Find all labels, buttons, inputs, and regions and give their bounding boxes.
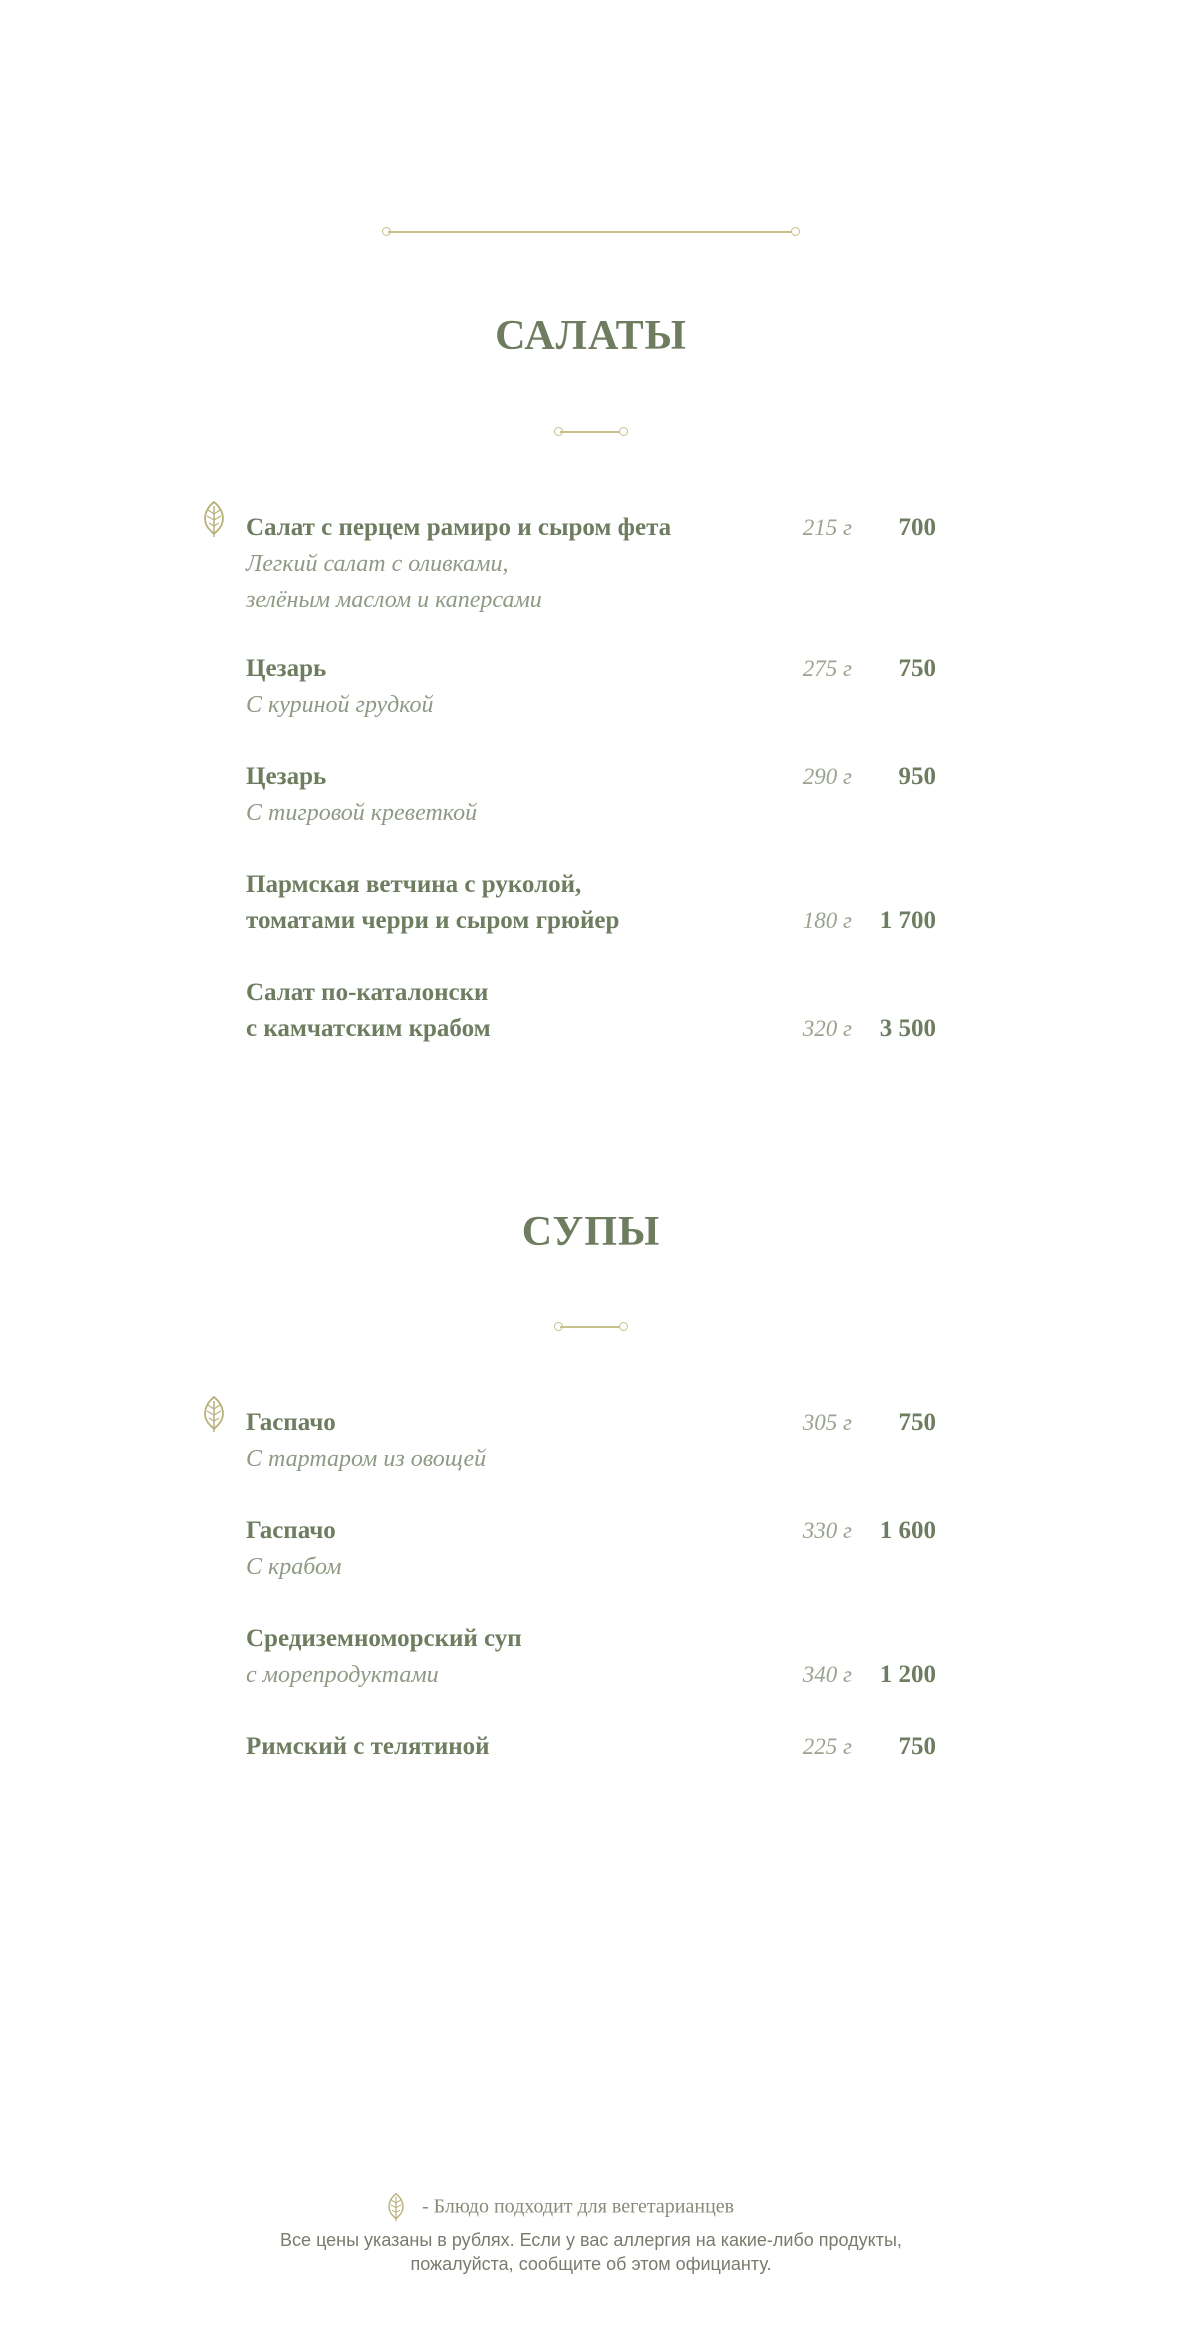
item-weight: 215 г	[802, 515, 852, 540]
item-description: С тартаром из овощей	[246, 1446, 487, 1472]
item-price: 750	[898, 1733, 936, 1760]
item-price: 1 200	[879, 1661, 936, 1688]
item-price: 950	[898, 763, 936, 790]
leaf-icon	[385, 2192, 407, 2222]
item-price: 700	[898, 514, 936, 541]
vegetarian-legend	[385, 2192, 734, 2226]
leaf-icon	[200, 1395, 228, 1433]
item-description: С тигровой креветкой	[246, 800, 478, 826]
item-name: Пармская ветчина с руколой,	[246, 871, 582, 898]
item-name: Римский с телятиной	[246, 1733, 490, 1760]
salads-ornament-divider	[554, 427, 628, 437]
item-price: 1 600	[879, 1517, 936, 1544]
footer-line-1: Все цены указаны в рублях. Если у вас аллергия на какие-либо продукты,	[280, 2230, 902, 2250]
soups-section-title: СУПЫ	[521, 1209, 661, 1255]
item-weight: 275 г	[802, 656, 852, 681]
item-description: С куриной грудкой	[246, 692, 434, 718]
item-name: Гаспачо	[246, 1517, 336, 1544]
item-weight: 320 г	[802, 1016, 852, 1041]
item-name: Гаспачо	[246, 1409, 336, 1436]
vegetarian-legend-text: - Блюдо подходит для вегетарианцев	[422, 2195, 735, 2218]
item-name: Салат с перцем рамиро и сыром фета	[246, 514, 672, 541]
item-name: томатами черри и сыром грюйер	[246, 907, 620, 934]
item-name: с камчатским крабом	[246, 1015, 491, 1042]
item-weight: 290 г	[802, 764, 852, 789]
item-name: Средиземноморский суп	[246, 1625, 522, 1652]
item-name: Салат по-каталонски	[246, 979, 489, 1006]
item-description: С крабом	[246, 1554, 342, 1580]
item-name: Цезарь	[246, 655, 327, 682]
leaf-icon	[200, 500, 228, 538]
item-price: 750	[898, 655, 936, 682]
top-ornament-divider	[382, 227, 800, 237]
item-weight: 225 г	[802, 1734, 852, 1759]
item-price: 1 700	[879, 907, 936, 934]
item-description: зелёным маслом и каперсами	[246, 587, 542, 613]
item-weight: 330 г	[802, 1518, 852, 1543]
item-description: Легкий салат с оливками,	[246, 551, 509, 577]
footer-line-2: пожалуйста, сообщите об этом официанту.	[410, 2254, 772, 2274]
salads-section-title: САЛАТЫ	[495, 313, 687, 359]
item-weight: 305 г	[802, 1410, 852, 1435]
item-weight: 340 г	[802, 1662, 852, 1687]
item-weight: 180 г	[802, 908, 852, 933]
item-price: 3 500	[879, 1015, 936, 1042]
soups-ornament-divider	[554, 1322, 628, 1332]
item-description: с морепродуктами	[246, 1662, 439, 1688]
item-price: 750	[898, 1409, 936, 1436]
item-name: Цезарь	[246, 763, 327, 790]
